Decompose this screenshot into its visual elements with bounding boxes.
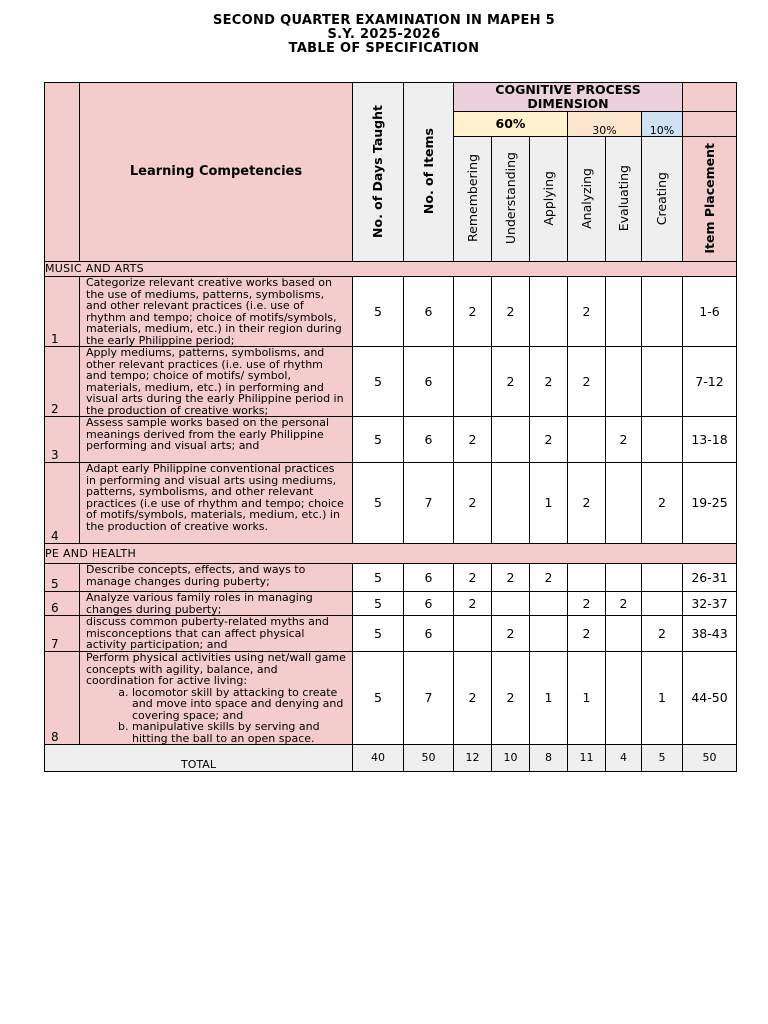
placement-value: 1-6 [683, 277, 737, 347]
days-value: 5 [353, 277, 404, 347]
analyzing-header: Analyzing [568, 137, 606, 262]
creating-value [642, 592, 683, 616]
evaluating-value [606, 347, 642, 417]
row-number: 7 [45, 616, 80, 652]
placement-header-mid [683, 112, 737, 137]
analyzing-value: 2 [568, 277, 606, 347]
table-row [45, 652, 737, 745]
competency-cell [80, 652, 353, 745]
analyzing-value: 2 [568, 616, 606, 652]
competency-text: Categorize relevant creative works based on the use of mediums, patterns, symbolisms, and other relevant practices (i.e. use of rhythm and tempo; choice of motifs/symbols, materials, medium, etc.) in their region during the early Philippine period; [80, 277, 353, 347]
days-taught-header: No. of Days Taught [353, 83, 404, 262]
total-days: 40 [353, 745, 404, 772]
creating-header: Creating [642, 137, 683, 262]
evaluating-value [606, 564, 642, 592]
remembering-value [454, 616, 492, 652]
placement-value: 44-50 [683, 652, 737, 745]
evaluating-value [606, 616, 642, 652]
understanding-value [492, 417, 530, 463]
evaluating-value [606, 463, 642, 544]
competency-text: Describe concepts, effects, and ways to manage changes during puberty; [80, 564, 353, 592]
items-value: 6 [404, 347, 454, 417]
list-item: a. locomotor skill by attacking to create and move into space and denying and covering space; and [132, 687, 347, 722]
row-number: 4 [45, 463, 80, 544]
table-row [45, 463, 737, 544]
items-value: 6 [404, 592, 454, 616]
remembering-header: Remembering [454, 137, 492, 262]
days-value: 5 [353, 592, 404, 616]
table-row [45, 417, 737, 463]
competency-text: Apply mediums, patterns, symbolisms, and other relevant practices (i.e. use of rhythm and tempo; choice of motifs/ symbol, materials, medium, etc.) in performing and visual arts during the early Philippine period in the production of creative works; [80, 347, 353, 417]
remembering-value: 2 [454, 417, 492, 463]
school-year: S.Y. 2025-2026 [327, 27, 441, 42]
evaluating-value: 2 [606, 592, 642, 616]
remembering-value: 2 [454, 652, 492, 745]
table-row [45, 564, 737, 592]
applying-value [530, 592, 568, 616]
row-number: 3 [45, 417, 80, 463]
num-items-header: No. of Items [404, 83, 454, 262]
creating-value: 1 [642, 652, 683, 745]
competency-text: Assess sample works based on the personal meanings derived from the early Philippine performing and visual arts; and [80, 417, 353, 463]
analyzing-value: 2 [568, 592, 606, 616]
items-value: 6 [404, 417, 454, 463]
remembering-value [454, 347, 492, 417]
placement-value: 19-25 [683, 463, 737, 544]
creating-value [642, 277, 683, 347]
row-number: 1 [45, 277, 80, 347]
section-row [45, 262, 737, 277]
total-row [45, 745, 737, 772]
analyzing-value [568, 564, 606, 592]
evaluating-value [606, 652, 642, 745]
total-applying: 8 [530, 745, 568, 772]
pct-30-header: 30% [568, 112, 642, 137]
total-analyzing: 11 [568, 745, 606, 772]
applying-value: 2 [530, 347, 568, 417]
section-row [45, 544, 737, 564]
row-number: 8 [45, 652, 80, 745]
competency-text: Adapt early Philippine conventional practices in performing and visual arts using mediums, patterns, symbolisms, and other relevant practices (i.e use of rhythm and tempo; choice of motifs/symbols, materials, medium, etc.) in the production of creative works. [80, 463, 353, 544]
understanding-value: 2 [492, 616, 530, 652]
items-value: 6 [404, 277, 454, 347]
competency-text: Perform physical activities using net/wall game concepts with agility, balance, and coordination for active living: [86, 651, 346, 687]
row-number: 5 [45, 564, 80, 592]
number-header [45, 83, 80, 262]
understanding-value: 2 [492, 652, 530, 745]
evaluating-header: Evaluating [606, 137, 642, 262]
applying-value [530, 616, 568, 652]
pct-60-header: 60% [454, 112, 568, 137]
item-placement-header: Item Placement [683, 137, 737, 262]
list-item: b. manipulative skills by serving and hitting the ball to an open space. [132, 721, 347, 744]
section-title: PE AND HEALTH [45, 544, 737, 564]
placement-value: 13-18 [683, 417, 737, 463]
row-number: 6 [45, 592, 80, 616]
total-items: 50 [404, 745, 454, 772]
placement-value: 7-12 [683, 347, 737, 417]
pct-10-header: 10% [642, 112, 683, 137]
understanding-header: Understanding [492, 137, 530, 262]
total-evaluating: 4 [606, 745, 642, 772]
table-row [45, 277, 737, 347]
days-value: 5 [353, 463, 404, 544]
analyzing-value [568, 417, 606, 463]
table-of-specification [44, 82, 737, 772]
analyzing-value: 2 [568, 463, 606, 544]
section-title: MUSIC AND ARTS [45, 262, 737, 277]
applying-value: 1 [530, 652, 568, 745]
placement-header-top [683, 83, 737, 112]
creating-value [642, 564, 683, 592]
understanding-value: 2 [492, 277, 530, 347]
applying-value: 2 [530, 564, 568, 592]
document-heading [0, 14, 768, 56]
placement-value: 32-37 [683, 592, 737, 616]
sub-skill-list [86, 687, 347, 745]
placement-value: 38-43 [683, 616, 737, 652]
table-row [45, 347, 737, 417]
days-value: 5 [353, 616, 404, 652]
items-value: 7 [404, 463, 454, 544]
placement-value: 26-31 [683, 564, 737, 592]
remembering-value: 2 [454, 277, 492, 347]
understanding-value [492, 592, 530, 616]
analyzing-value: 2 [568, 347, 606, 417]
total-understanding: 10 [492, 745, 530, 772]
days-value: 5 [353, 417, 404, 463]
total-creating: 5 [642, 745, 683, 772]
table-title: TABLE OF SPECIFICATION [288, 41, 480, 56]
table-row [45, 592, 737, 616]
competency-text: discuss common puberty-related myths and misconceptions that can affect physical activity participation; and [80, 616, 353, 652]
days-value: 5 [353, 652, 404, 745]
creating-value: 2 [642, 463, 683, 544]
understanding-value [492, 463, 530, 544]
applying-value [530, 277, 568, 347]
applying-value: 1 [530, 463, 568, 544]
total-label: TOTAL [45, 745, 353, 772]
evaluating-value: 2 [606, 417, 642, 463]
total-placement: 50 [683, 745, 737, 772]
learning-competencies-header: Learning Competencies [80, 83, 353, 262]
analyzing-value: 1 [568, 652, 606, 745]
competency-text: Analyze various family roles in managing changes during puberty; [80, 592, 353, 616]
understanding-value: 2 [492, 347, 530, 417]
remembering-value: 2 [454, 592, 492, 616]
creating-value [642, 347, 683, 417]
remembering-value: 2 [454, 463, 492, 544]
items-value: 7 [404, 652, 454, 745]
applying-header: Applying [530, 137, 568, 262]
row-number: 2 [45, 347, 80, 417]
items-value: 6 [404, 616, 454, 652]
creating-value [642, 417, 683, 463]
creating-value: 2 [642, 616, 683, 652]
items-value: 6 [404, 564, 454, 592]
table-row [45, 616, 737, 652]
applying-value: 2 [530, 417, 568, 463]
days-value: 5 [353, 564, 404, 592]
total-remembering: 12 [454, 745, 492, 772]
cognitive-dimension-header: COGNITIVE PROCESS DIMENSION [454, 83, 683, 112]
remembering-value: 2 [454, 564, 492, 592]
exam-title: SECOND QUARTER EXAMINATION IN MAPEH 5 [212, 13, 556, 28]
days-value: 5 [353, 347, 404, 417]
evaluating-value [606, 277, 642, 347]
understanding-value: 2 [492, 564, 530, 592]
